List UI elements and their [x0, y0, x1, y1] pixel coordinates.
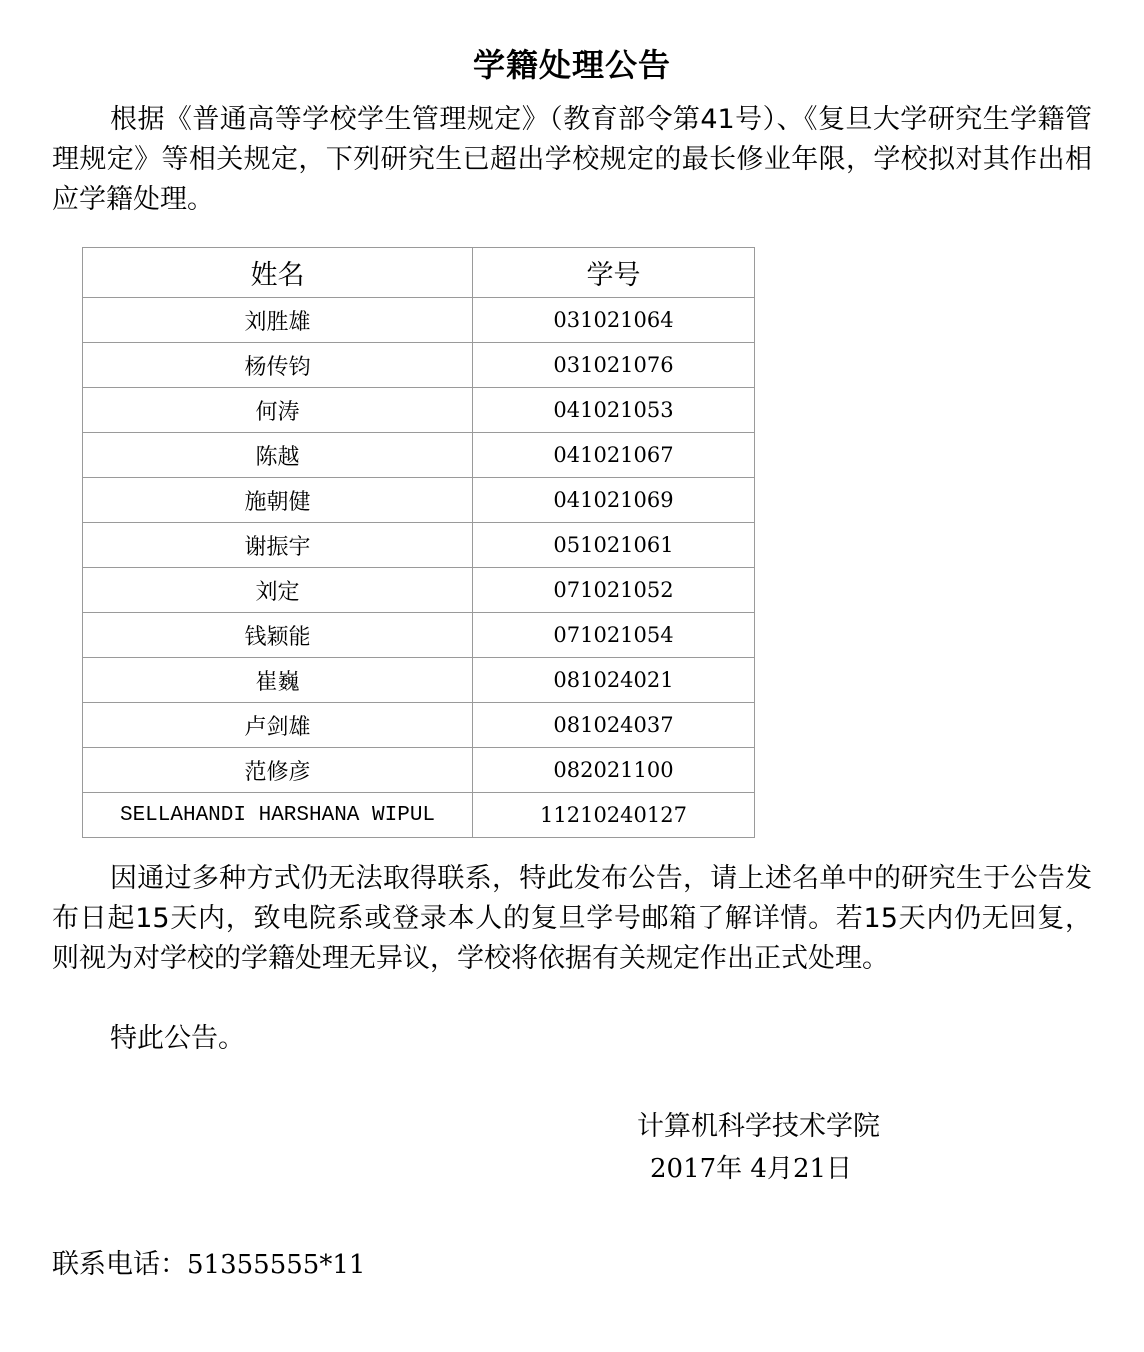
notice-paragraph-intro: 根据《普通高等学校学生管理规定》（教育部令第41号）、《复旦大学研究生学籍管理规定》等相关规定，下列研究生已超出学校规定的最长修业年限，学校拟对其作出相应学籍处理。: [52, 104, 1092, 215]
table-row: [83, 613, 755, 658]
student-name: 卢剑雄: [83, 703, 473, 748]
student-id: 041021069: [473, 478, 755, 523]
student-name: 何涛: [83, 388, 473, 433]
student-name: 刘胜雄: [83, 298, 473, 343]
contact-label: 联系电话：: [52, 1249, 187, 1280]
student-name: 刘定: [83, 568, 473, 613]
student-id: 031021076: [473, 343, 755, 388]
student-id: 051021061: [473, 523, 755, 568]
student-id: 071021054: [473, 613, 755, 658]
student-name: 陈越: [83, 433, 473, 478]
table-row: [83, 748, 755, 793]
student-id: 081024021: [473, 658, 755, 703]
student-id: 082021100: [473, 748, 755, 793]
table-row: [83, 433, 755, 478]
notice-title: 学籍处理公告: [472, 46, 671, 84]
student-name: 崔巍: [83, 658, 473, 703]
table-row: [83, 703, 755, 748]
issue-date: 2017年 4月21日: [650, 1154, 853, 1184]
header-student-id: 学号: [473, 248, 755, 298]
contact-phone: 51355555*11: [187, 1250, 366, 1280]
student-name: 谢振宇: [83, 523, 473, 568]
table-row: [83, 478, 755, 523]
student-id: 031021064: [473, 298, 755, 343]
issuing-organization: 计算机科学技术学院: [637, 1111, 880, 1142]
student-table: [82, 247, 755, 838]
table-row: [83, 658, 755, 703]
student-name: 钱颖能: [83, 613, 473, 658]
contact-line: [52, 1242, 365, 1281]
table-row: [83, 298, 755, 343]
student-name: 杨传钧: [83, 343, 473, 388]
table-row: [83, 388, 755, 433]
student-id: 071021052: [473, 568, 755, 613]
student-id: 041021053: [473, 388, 755, 433]
student-id: 081024037: [473, 703, 755, 748]
header-name: 姓名: [83, 248, 473, 298]
table-row: [83, 523, 755, 568]
notice-paragraph-instructions: 因通过多种方式仍无法取得联系，特此发布公告，请上述名单中的研究生于公告发布日起15天内，致电院系或登录本人的复旦学号邮箱了解详情。若15天内仍无回复，则视为对学校的学籍处理无异议，学校将依据有关规定作出正式处理。: [52, 863, 1092, 974]
table-row: [83, 343, 755, 388]
student-name: 范修彦: [83, 748, 473, 793]
student-id: 11210240127: [473, 793, 755, 838]
notice-paragraph-closing: 特此公告。: [110, 1023, 245, 1054]
table-row: [83, 793, 755, 838]
table-header-row: [83, 248, 755, 298]
student-name: SELLAHANDI HARSHANA WIPUL: [83, 793, 473, 838]
table-row: [83, 568, 755, 613]
student-name: 施朝健: [83, 478, 473, 523]
student-id: 041021067: [473, 433, 755, 478]
